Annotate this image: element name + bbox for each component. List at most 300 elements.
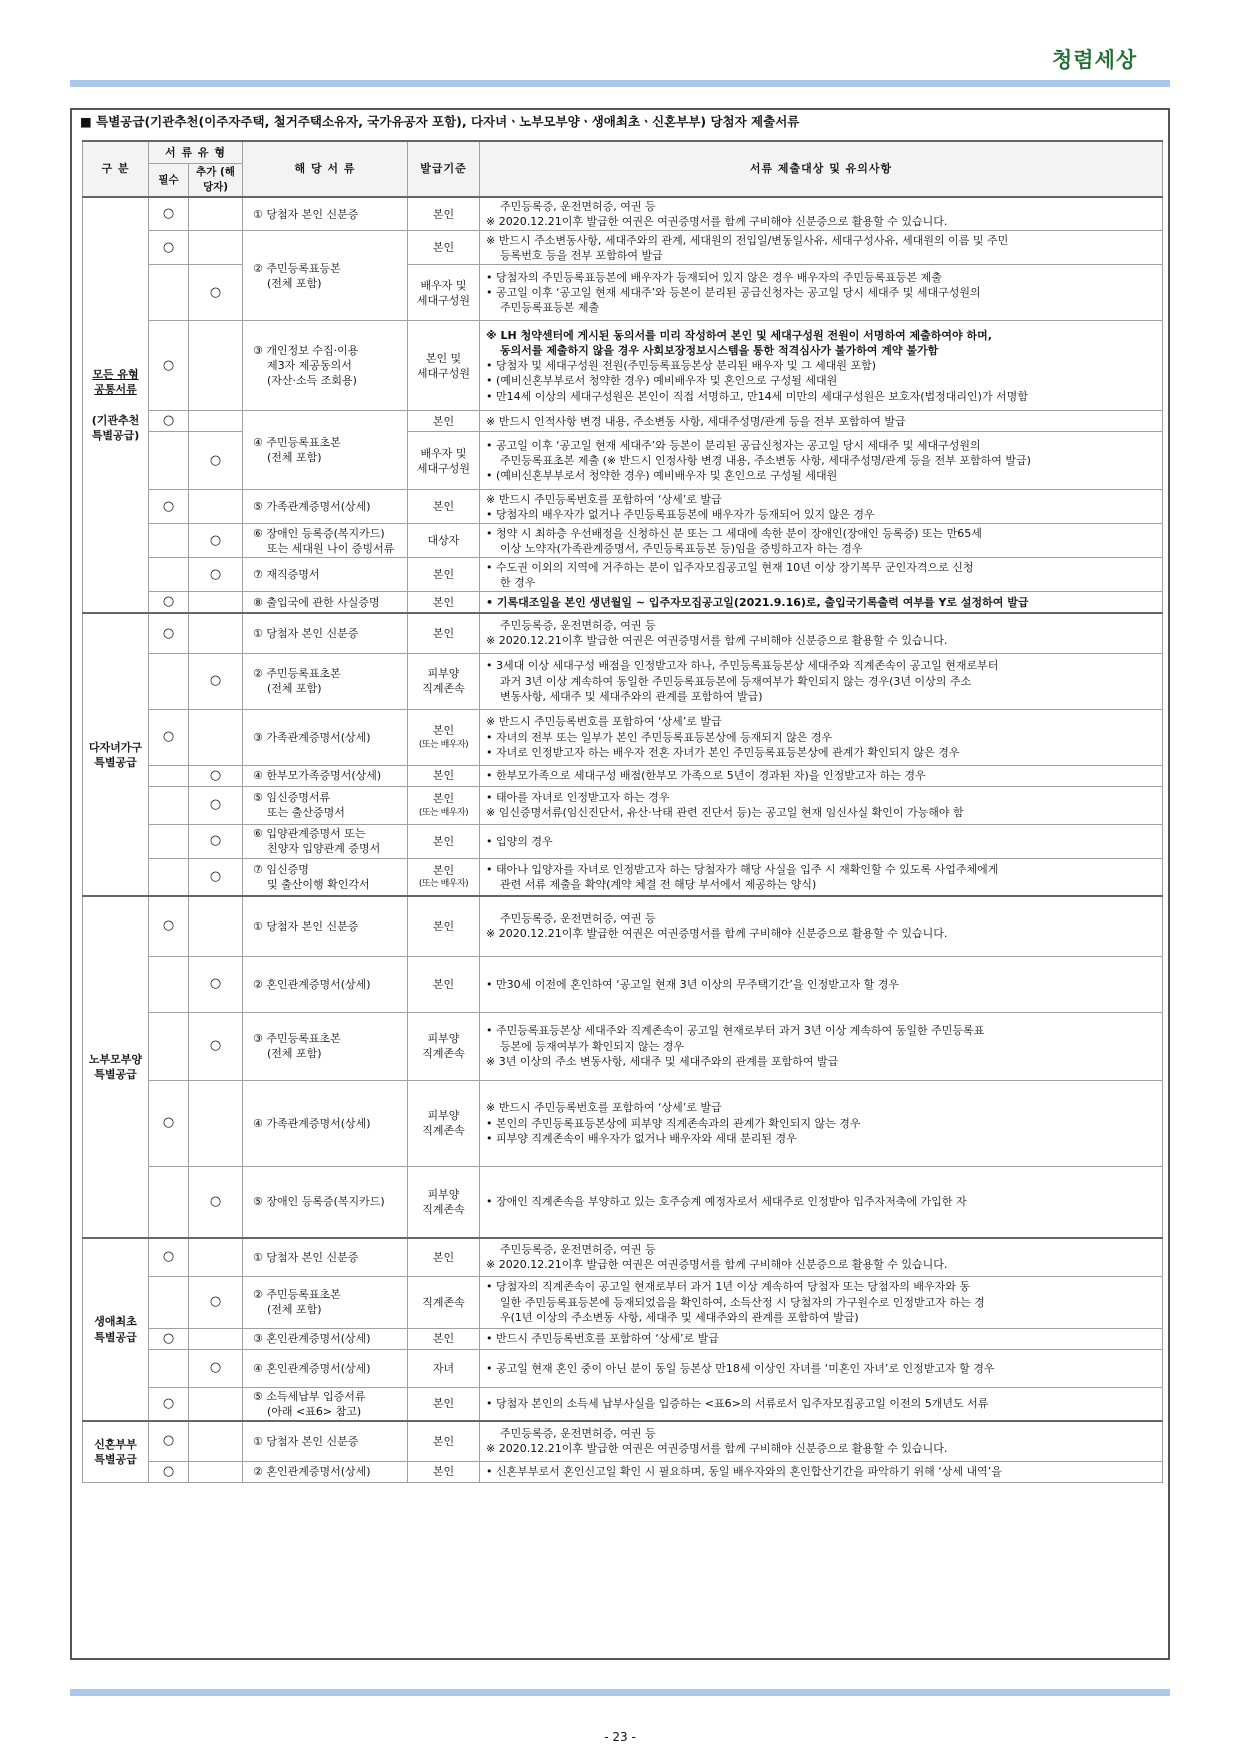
table-row bbox=[83, 956, 1163, 1012]
issuance-basis-cell bbox=[408, 411, 480, 432]
required-mark: ○ bbox=[149, 592, 189, 613]
category-cell bbox=[83, 1238, 149, 1421]
issuance-basis-cell bbox=[408, 1276, 480, 1328]
notes-cell bbox=[480, 558, 1163, 592]
required-mark: ○ bbox=[149, 197, 189, 231]
category-label-line bbox=[87, 398, 144, 413]
note-line: • 태아를 자녀로 인정받고자 하는 경우 bbox=[486, 790, 670, 804]
document-name-line: ③ 개인정보 수집·이용 bbox=[253, 344, 359, 358]
table-row bbox=[83, 197, 1163, 231]
document-name-cell bbox=[243, 709, 408, 765]
issuance-basis-cell bbox=[408, 1421, 480, 1461]
required-mark bbox=[149, 858, 189, 896]
required-mark bbox=[149, 432, 189, 490]
document-name-line: ④ 가족관계증명서(상세) bbox=[253, 1116, 371, 1130]
document-name-line: ⑤ 소득세납부 입증서류 bbox=[253, 1389, 366, 1403]
additional-mark: ○ bbox=[189, 824, 243, 858]
issuance-basis-cell bbox=[408, 592, 480, 613]
notes-cell bbox=[480, 786, 1163, 824]
document-name-cell bbox=[243, 613, 408, 653]
notes-cell bbox=[480, 265, 1163, 321]
issuance-basis-line: 본인 bbox=[432, 500, 455, 514]
note-line: ※ 2020.12.21이후 발급한 여권은 여권증명서를 함께 구비해야 신분증으로 활용할 수 있습니다. bbox=[486, 1442, 948, 1456]
additional-mark: ○ bbox=[189, 524, 243, 558]
note-line: ※ 3년 이상의 주소 변동사항, 세대주 및 세대주와의 관계를 포함하여 발급 bbox=[486, 1054, 839, 1068]
additional-mark bbox=[189, 1461, 243, 1482]
issuance-basis-line: 본인 bbox=[432, 207, 455, 221]
table-row bbox=[83, 709, 1163, 765]
additional-mark: ○ bbox=[189, 1012, 243, 1080]
note-line: • 만14세 이상의 세대구성원은 본인이 직접 서명하고, 만14세 미만의 세대구성원은 보호자(법정대리인)가 서명함 bbox=[486, 389, 1028, 403]
additional-mark bbox=[189, 231, 243, 265]
document-name-line: (전체 포함) bbox=[267, 1047, 322, 1061]
additional-mark bbox=[189, 197, 243, 231]
issuance-basis-line: 본인 bbox=[432, 977, 455, 991]
issuance-basis-line: (또는 배우자) bbox=[418, 879, 469, 890]
document-name-line: ⑥ 입양관계증명서 또는 bbox=[253, 826, 366, 840]
document-name-line: 또는 출산증명서 bbox=[267, 806, 345, 820]
required-mark: ○ bbox=[149, 231, 189, 265]
document-name-cell bbox=[243, 1276, 408, 1328]
document-name-line: (전체 포함) bbox=[267, 1303, 322, 1317]
issuance-basis-line: 배우자 및 bbox=[420, 278, 467, 292]
category-label-line: (기관추천 bbox=[91, 413, 140, 427]
document-name-line: (전체 포함) bbox=[267, 451, 322, 465]
issuance-basis-line: 피부양 bbox=[427, 667, 460, 681]
note-line: ※ 2020.12.21이후 발급한 여권은 여권증명서를 함께 구비해야 신분증으로 활용할 수 있습니다. bbox=[486, 634, 948, 648]
note-line: 한 경우 bbox=[500, 575, 536, 589]
section-heading: ■ 특별공급(기관추천(이주자주택, 철거주택소유자, 국가유공자 포함), 다자녀ㆍ노부모부양ㆍ생애최초ㆍ신혼부부) 당첨자 제출서류 bbox=[80, 114, 800, 129]
required-mark: ○ bbox=[149, 1080, 189, 1166]
note-line: 주민등록증, 운전면허증, 여권 등 bbox=[500, 1243, 656, 1257]
note-line: • 당첨자 본인의 소득세 납부사실을 입증하는 <표6>의 서류로서 입주자모집공고일 이전의 5개년도 서류 bbox=[486, 1397, 989, 1411]
notes-cell bbox=[480, 411, 1163, 432]
note-line: 주민등록표초본 제출 (※ 반드시 인정사항 변경 내용, 주소변동 사항, 세대주성명/관계 등을 전부 포함하여 발급) bbox=[500, 454, 1031, 468]
note-line: • 3세대 이상 세대구성 배점을 인정받고자 하나, 주민등록표등본상 세대주와 직계존속이 공고일 현재로부터 bbox=[486, 659, 999, 673]
issuance-basis-line: 본인 bbox=[432, 414, 455, 428]
notes-cell bbox=[480, 1421, 1163, 1461]
notes-cell bbox=[480, 1012, 1163, 1080]
note-line: • 피부양 직계존속이 배우자가 없거나 배우자와 세대 분리된 경우 bbox=[486, 1131, 797, 1145]
note-line: 과거 3년 이상 계속하여 동일한 주민등록표등본에 등재여부가 확인되지 않는 경우(3년 이상의 주소 bbox=[500, 674, 972, 688]
issuance-basis-cell bbox=[408, 1461, 480, 1482]
issuance-basis-cell bbox=[408, 896, 480, 956]
note-line: 주민등록증, 운전면허증, 여권 등 bbox=[500, 1427, 656, 1441]
document-name-line: (자산·소득 조회용) bbox=[267, 374, 357, 388]
required-mark: ○ bbox=[149, 321, 189, 411]
document-name-cell bbox=[243, 896, 408, 956]
additional-mark bbox=[189, 709, 243, 765]
issuance-basis-line: 피부양 bbox=[427, 1187, 460, 1201]
category-label-line: 생애최초 bbox=[94, 1315, 137, 1329]
note-line: 주민등록증, 운전면허증, 여권 등 bbox=[500, 200, 656, 213]
document-name-cell bbox=[243, 786, 408, 824]
category-label-line: 특별공급 bbox=[94, 1330, 137, 1344]
issuance-basis-line: 본인 bbox=[432, 568, 455, 582]
issuance-basis-line: 자녀 bbox=[432, 1361, 455, 1375]
documents-table bbox=[82, 140, 1163, 1483]
document-name-line: ② 주민등록표등본 bbox=[253, 261, 341, 275]
issuance-basis-line: 직계존속 bbox=[422, 682, 465, 696]
note-line: • 공고일 이후 ‘공고일 현재 세대주’와 등본이 분리된 공급신청자는 공고일 당시 세대주 및 세대구성원의 bbox=[486, 286, 981, 300]
table-row bbox=[83, 1349, 1163, 1387]
category-cell bbox=[83, 1421, 149, 1482]
document-name-line: ④ 혼인관계증명서(상세) bbox=[253, 1361, 371, 1375]
notes-cell bbox=[480, 1387, 1163, 1421]
note-line: • 공고일 이후 ‘공고일 현재 세대주’와 등본이 분리된 공급신청자는 공고일 당시 세대주 및 세대구성원의 bbox=[486, 439, 981, 453]
notes-cell bbox=[480, 592, 1163, 613]
note-line: • 수도권 이외의 지역에 거주하는 분이 입주자모집공고일 현재 10년 이상 장기복무 군인자격으로 신청 bbox=[486, 560, 974, 574]
header-additional: 추가 (해당자) bbox=[189, 163, 243, 197]
additional-mark bbox=[189, 896, 243, 956]
notes-cell bbox=[480, 824, 1163, 858]
issuance-basis-line: 본인 bbox=[432, 1464, 455, 1478]
note-line: • 공고일 현재 혼인 중이 아닌 분이 동일 등본상 만18세 이상인 자녀를 ‘미혼인 자녀’로 인정받고자 할 경우 bbox=[486, 1361, 995, 1375]
required-mark bbox=[149, 824, 189, 858]
table-row bbox=[83, 765, 1163, 786]
required-mark bbox=[149, 1012, 189, 1080]
table-row bbox=[83, 1012, 1163, 1080]
document-name-line: ① 당첨자 본인 신분증 bbox=[253, 1250, 359, 1264]
document-name-cell bbox=[243, 1238, 408, 1276]
document-name-line: ⑧ 출입국에 관한 사실증명 bbox=[253, 595, 380, 609]
category-label-line: 특별공급 bbox=[94, 1452, 137, 1466]
issuance-basis-cell bbox=[408, 1328, 480, 1349]
table-header bbox=[83, 141, 1163, 197]
issuance-basis-line: 본인 bbox=[432, 241, 455, 255]
table-row bbox=[83, 858, 1163, 896]
document-name-cell bbox=[243, 197, 408, 231]
header-accent-bar bbox=[70, 80, 1170, 87]
issuance-basis-cell bbox=[408, 824, 480, 858]
additional-mark: ○ bbox=[189, 558, 243, 592]
notes-cell bbox=[480, 432, 1163, 490]
note-line: ※ 2020.12.21이후 발급한 여권은 여권증명서를 함께 구비해야 신분증으로 활용할 수 있습니다. bbox=[486, 215, 948, 229]
header-doc-type: 서 류 유 형 bbox=[149, 141, 243, 163]
note-line: • 한부모가족으로 세대구성 배점(한부모 가족으로 5년이 경과된 자)을 인정받고자 하는 경우 bbox=[486, 769, 926, 783]
note-line: ※ 반드시 주소변동사항, 세대주와의 관계, 세대원의 전입일/변동일사유, 세대구성사유, 세대원의 이름 및 주민 bbox=[486, 233, 1009, 247]
required-mark bbox=[149, 786, 189, 824]
issuance-basis-line: 본인 bbox=[432, 919, 455, 933]
issuance-basis-line: 피부양 bbox=[427, 1108, 460, 1122]
document-name-cell bbox=[243, 231, 408, 321]
note-line: 주민등록표등본 제출 bbox=[500, 301, 600, 315]
note-line: • 당첨자 및 세대구성원 전원(주민등록표등본상 분리된 배우자 및 그 세대원 포함) bbox=[486, 359, 877, 373]
note-line: 이상 노약자(가족관계증명서, 주민등록표등본 등)임을 증빙하고자 하는 경우 bbox=[500, 541, 863, 555]
header-required: 필수 bbox=[149, 163, 189, 197]
notes-cell bbox=[480, 765, 1163, 786]
table-row bbox=[83, 1238, 1163, 1276]
additional-mark: ○ bbox=[189, 1166, 243, 1238]
issuance-basis-line: 세대구성원 bbox=[416, 293, 471, 307]
issuance-basis-line: 직계존속 bbox=[422, 1124, 465, 1138]
table-row bbox=[83, 1276, 1163, 1328]
note-line: ※ LH 청약센터에 게시된 동의서를 미리 작성하여 본인 및 세대구성원 전원이 서명하여 제출하여야 하며, bbox=[486, 328, 992, 342]
issuance-basis-line: 본인 bbox=[432, 834, 455, 848]
document-name-line: ① 당첨자 본인 신분증 bbox=[253, 207, 359, 221]
issuance-basis-cell bbox=[408, 524, 480, 558]
notes-cell bbox=[480, 1461, 1163, 1482]
issuance-basis-cell bbox=[408, 1166, 480, 1238]
required-mark bbox=[149, 265, 189, 321]
document-name-cell bbox=[243, 956, 408, 1012]
note-line: • 기록대조일을 본인 생년월일 ~ 입주자모집공고일(2021.9.16)로, 출입국기록출력 여부를 Y로 설정하여 발급 bbox=[486, 595, 1029, 609]
issuance-basis-line: (또는 배우자) bbox=[418, 739, 469, 750]
document-name-cell bbox=[243, 1421, 408, 1461]
document-name-line: ③ 혼인관계증명서(상세) bbox=[253, 1332, 371, 1346]
notes-cell bbox=[480, 858, 1163, 896]
note-line: ※ 임신증명서류(임신진단서, 유산·낙태 관련 진단서 등)는 공고일 현재 임신사실 확인이 가능해야 함 bbox=[486, 806, 964, 820]
additional-mark: ○ bbox=[189, 765, 243, 786]
issuance-basis-line: 본인 bbox=[432, 792, 455, 806]
required-mark bbox=[149, 558, 189, 592]
additional-mark: ○ bbox=[189, 786, 243, 824]
note-line: 주민등록증, 운전면허증, 여권 등 bbox=[500, 619, 656, 633]
issuance-basis-line: 배우자 및 bbox=[420, 446, 467, 460]
category-cell bbox=[83, 197, 149, 613]
header-notes: 서류 제출대상 및 유의사항 bbox=[480, 141, 1163, 197]
issuance-basis-cell bbox=[408, 197, 480, 231]
additional-mark bbox=[189, 592, 243, 613]
required-mark bbox=[149, 1349, 189, 1387]
issuance-basis-line: 본인 bbox=[432, 1397, 455, 1411]
issuance-basis-line: 직계존속 bbox=[422, 1202, 465, 1216]
issuance-basis-line: 본인 bbox=[432, 724, 455, 738]
issuance-basis-cell bbox=[408, 1012, 480, 1080]
issuance-basis-cell bbox=[408, 490, 480, 524]
table-row bbox=[83, 786, 1163, 824]
document-name-line: 제3자 제공동의서 bbox=[267, 359, 352, 373]
document-name-line: ④ 한부모가족증명서(상세) bbox=[253, 769, 382, 783]
note-line: ※ 반드시 인적사항 변경 내용, 주소변동 사항, 세대주성명/관계 등을 전부 포함하여 발급 bbox=[486, 414, 906, 428]
document-name-line: ④ 주민등록표초본 bbox=[253, 436, 341, 450]
notes-cell bbox=[480, 653, 1163, 709]
note-line: • 자녀의 전부 또는 일부가 본인 주민등록표등본상에 등재되지 않은 경우 bbox=[486, 730, 833, 744]
document-name-line: (아래 <표6> 참고) bbox=[267, 1404, 362, 1418]
table-row bbox=[83, 1080, 1163, 1166]
note-line: ※ 반드시 주민등록번호를 포함하여 ‘상세’로 발급 bbox=[486, 715, 722, 729]
table-row bbox=[83, 1461, 1163, 1482]
issuance-basis-cell bbox=[408, 613, 480, 653]
note-line: • 만30세 이전에 혼인하여 ‘공고일 현재 3년 이상의 무주택기간’을 인정받고자 할 경우 bbox=[486, 977, 899, 991]
document-name-cell bbox=[243, 524, 408, 558]
issuance-basis-cell bbox=[408, 265, 480, 321]
document-name-cell bbox=[243, 1328, 408, 1349]
required-mark: ○ bbox=[149, 1461, 189, 1482]
note-line: • 주민등록표등본상 세대주와 직계존속이 공고일 현재로부터 과거 3년 이상 계속하여 동일한 주민등록표 bbox=[486, 1024, 985, 1038]
note-line: • (예비신혼부부로서 청약한 경우) 예비배우자 및 혼인으로 구성될 세대원 bbox=[486, 469, 838, 483]
notes-cell bbox=[480, 490, 1163, 524]
note-line: • 반드시 주민등록번호를 포함하여 ‘상세’로 발급 bbox=[486, 1332, 719, 1346]
document-name-cell bbox=[243, 858, 408, 896]
issuance-basis-line: 직계존속 bbox=[422, 1295, 465, 1309]
document-name-line: ② 주민등록표초본 bbox=[253, 667, 341, 681]
header-category: 구 분 bbox=[83, 141, 149, 197]
required-mark: ○ bbox=[149, 896, 189, 956]
category-cell bbox=[83, 613, 149, 896]
issuance-basis-cell bbox=[408, 1349, 480, 1387]
issuance-basis-line: 세대구성원 bbox=[416, 366, 471, 380]
note-line: 동의서를 제출하지 않을 경우 사회보장정보시스템을 통한 적격심사가 불가하여 계약 불가함 bbox=[500, 344, 939, 358]
document-name-line: ⑤ 임신증명서류 bbox=[253, 790, 331, 804]
document-name-line: (전체 포함) bbox=[267, 276, 322, 290]
required-mark: ○ bbox=[149, 490, 189, 524]
footer-accent-bar bbox=[70, 1689, 1170, 1696]
note-line: • 당첨자의 주민등록표등본에 배우자가 등재되어 있지 않은 경우 배우자의 주민등록표등본 제출 bbox=[486, 271, 942, 285]
document-name-line: ⑦ 임신증명 bbox=[253, 862, 309, 876]
note-line: • (예비신혼부부로서 청약한 경우) 예비배우자 및 혼인으로 구성될 세대원 bbox=[486, 374, 838, 388]
note-line: 등본에 등재여부가 확인되지 않는 경우 bbox=[500, 1039, 685, 1053]
category-label-line: 특별공급 bbox=[94, 755, 137, 769]
notes-cell bbox=[480, 1166, 1163, 1238]
category-label-line: 특별공급 bbox=[94, 1068, 137, 1082]
notes-cell bbox=[480, 524, 1163, 558]
required-mark: ○ bbox=[149, 613, 189, 653]
note-line: • 당첨자의 배우자가 없거나 주민등록표등본에 배우자가 등재되어 있지 않은 경우 bbox=[486, 507, 875, 521]
document-name-line: ② 혼인관계증명서(상세) bbox=[253, 977, 371, 991]
required-mark bbox=[149, 956, 189, 1012]
document-name-cell bbox=[243, 321, 408, 411]
document-name-cell bbox=[243, 824, 408, 858]
document-name-cell bbox=[243, 411, 408, 490]
additional-mark: ○ bbox=[189, 265, 243, 321]
additional-mark: ○ bbox=[189, 653, 243, 709]
document-name-cell bbox=[243, 1080, 408, 1166]
required-mark bbox=[149, 1166, 189, 1238]
table-row bbox=[83, 411, 1163, 432]
notes-cell bbox=[480, 613, 1163, 653]
category-label-line: 모든 유형 bbox=[92, 368, 139, 382]
category-label-line: 특별공급) bbox=[91, 428, 140, 442]
issuance-basis-cell bbox=[408, 653, 480, 709]
issuance-basis-cell bbox=[408, 1238, 480, 1276]
notes-cell bbox=[480, 1238, 1163, 1276]
issuance-basis-cell bbox=[408, 858, 480, 896]
table-row bbox=[83, 321, 1163, 411]
document-name-cell bbox=[243, 558, 408, 592]
required-mark: ○ bbox=[149, 709, 189, 765]
required-mark: ○ bbox=[149, 1238, 189, 1276]
additional-mark: ○ bbox=[189, 1349, 243, 1387]
header-document: 해 당 서 류 bbox=[243, 141, 408, 197]
required-mark bbox=[149, 1276, 189, 1328]
additional-mark bbox=[189, 490, 243, 524]
required-mark bbox=[149, 653, 189, 709]
additional-mark bbox=[189, 411, 243, 432]
document-name-line: ⑦ 재직증명서 bbox=[253, 568, 320, 582]
notes-cell bbox=[480, 231, 1163, 265]
document-name-line: ③ 주민등록표초본 bbox=[253, 1031, 341, 1045]
note-line: • 신혼부부로서 혼인신고일 확인 시 필요하며, 동일 배우자와의 혼인합산기간을 파악하기 위해 ‘상세 내역’을 bbox=[486, 1464, 1002, 1478]
table-row bbox=[83, 1421, 1163, 1461]
note-line: • 입양의 경우 bbox=[486, 834, 553, 848]
document-name-line: 또는 세대원 나이 증빙서류 bbox=[267, 541, 395, 555]
document-name-cell bbox=[243, 1461, 408, 1482]
table-body bbox=[83, 197, 1163, 1482]
issuance-basis-line: 본인 bbox=[432, 626, 455, 640]
additional-mark bbox=[189, 1387, 243, 1421]
issuance-basis-line: 대상자 bbox=[427, 534, 460, 548]
note-line: • 장애인 직계존속을 부양하고 있는 호주승계 예정자로서 세대주로 인정받아 입주자저축에 가입한 자 bbox=[486, 1195, 967, 1209]
issuance-basis-cell bbox=[408, 321, 480, 411]
page-number: - 23 - bbox=[604, 1730, 636, 1744]
document-name-cell bbox=[243, 653, 408, 709]
document-name-cell bbox=[243, 592, 408, 613]
table-row bbox=[83, 231, 1163, 265]
table-row bbox=[83, 824, 1163, 858]
required-mark: ○ bbox=[149, 411, 189, 432]
document-name-cell bbox=[243, 1349, 408, 1387]
note-line: • 당첨자의 직계존속이 공고일 현재로부터 과거 1년 이상 계속하여 당첨자 또는 당첨자의 배우자와 동 bbox=[486, 1280, 970, 1294]
note-line: 주민등록증, 운전면허증, 여권 등 bbox=[500, 912, 656, 926]
issuance-basis-cell bbox=[408, 786, 480, 824]
issuance-basis-line: 피부양 bbox=[427, 1031, 460, 1045]
document-name-line: ⑤ 가족관계증명서(상세) bbox=[253, 500, 371, 514]
notes-cell bbox=[480, 197, 1163, 231]
note-line: 우(1년 이상의 주소변동 사항, 세대주 및 세대주와의 관계를 포함하여 발급) bbox=[500, 1310, 859, 1324]
note-line: ※ 반드시 주민등록번호를 포함하여 ‘상세’로 발급 bbox=[486, 1101, 722, 1115]
required-mark bbox=[149, 765, 189, 786]
additional-mark: ○ bbox=[189, 858, 243, 896]
note-line: • 자녀로 인정받고자 하는 배우자 전혼 자녀가 본인 주민등록표등본상에 관계가 확인되지 않은 경우 bbox=[486, 745, 960, 759]
notes-cell bbox=[480, 321, 1163, 411]
issuance-basis-line: 본인 및 bbox=[425, 351, 462, 365]
issuance-basis-line: 본인 bbox=[432, 1434, 455, 1448]
category-cell bbox=[83, 896, 149, 1238]
note-line: 변동사항, 세대주 및 세대주와의 관계를 포함하여 발급) bbox=[500, 689, 763, 703]
issuance-basis-line: 본인 bbox=[432, 864, 455, 878]
issuance-basis-cell bbox=[408, 1387, 480, 1421]
category-label-line: 공통서류 bbox=[94, 383, 137, 397]
issuance-basis-line: 직계존속 bbox=[422, 1047, 465, 1061]
document-name-cell bbox=[243, 1387, 408, 1421]
document-name-line: ② 혼인관계증명서(상세) bbox=[253, 1464, 371, 1478]
table-row bbox=[83, 558, 1163, 592]
document-name-line: ⑥ 장애인 등록증(복지카드) bbox=[253, 526, 385, 540]
document-name-line: ③ 가족관계증명서(상세) bbox=[253, 730, 371, 744]
notes-cell bbox=[480, 1080, 1163, 1166]
issuance-basis-cell bbox=[408, 1080, 480, 1166]
category-label-line: 다자녀가구 bbox=[88, 740, 143, 754]
additional-mark: ○ bbox=[189, 1276, 243, 1328]
document-name-line: ① 당첨자 본인 신분증 bbox=[253, 919, 359, 933]
notes-cell bbox=[480, 709, 1163, 765]
additional-mark bbox=[189, 1328, 243, 1349]
notes-cell bbox=[480, 956, 1163, 1012]
note-line: 등록번호 등을 전부 포함하여 발급 bbox=[500, 248, 663, 262]
document-name-line: ① 당첨자 본인 신분증 bbox=[253, 626, 359, 640]
issuance-basis-cell bbox=[408, 765, 480, 786]
additional-mark: ○ bbox=[189, 956, 243, 1012]
table-row bbox=[83, 613, 1163, 653]
additional-mark: ○ bbox=[189, 432, 243, 490]
note-line: • 본인의 주민등록표등본상에 피부양 직계존속과의 관계가 확인되지 않는 경우 bbox=[486, 1116, 861, 1130]
category-label-line: 노부모부양 bbox=[88, 1052, 143, 1066]
additional-mark bbox=[189, 1421, 243, 1461]
table-row bbox=[83, 653, 1163, 709]
required-mark bbox=[149, 524, 189, 558]
note-line: ※ 2020.12.21이후 발급한 여권은 여권증명서를 함께 구비해야 신분증으로 활용할 수 있습니다. bbox=[486, 927, 948, 941]
additional-mark bbox=[189, 1080, 243, 1166]
issuance-basis-line: (또는 배우자) bbox=[418, 807, 469, 818]
document-name-line: ② 주민등록표초본 bbox=[253, 1287, 341, 1301]
notes-cell bbox=[480, 1328, 1163, 1349]
documents-table-wrapper bbox=[82, 140, 1162, 1483]
table-row bbox=[83, 1328, 1163, 1349]
note-line: • 태아나 입양자를 자녀로 인정받고자 하는 당첨자가 해당 사실을 입주 시 재확인할 수 있도록 사업주체에게 bbox=[486, 862, 999, 876]
document-name-line: (전체 포함) bbox=[267, 682, 322, 696]
additional-mark bbox=[189, 613, 243, 653]
